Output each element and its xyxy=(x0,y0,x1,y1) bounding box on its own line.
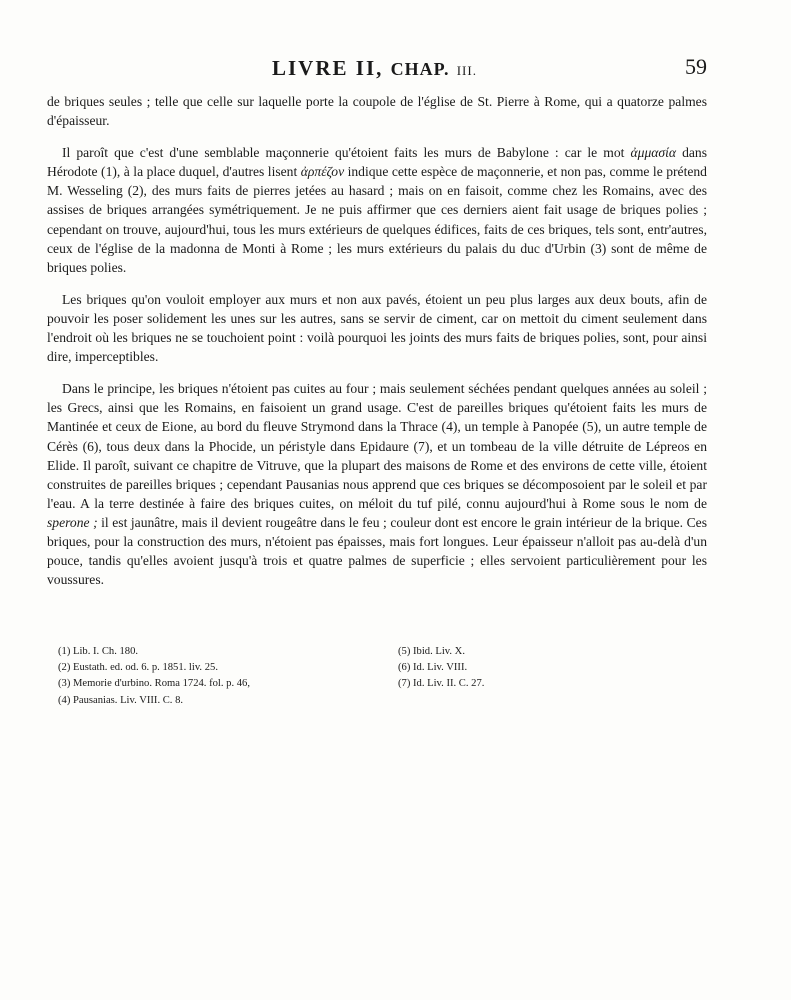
page-number: 59 xyxy=(685,54,707,79)
footnote-4: (4) Pausanias. Liv. VIII. C. 8. xyxy=(58,694,184,706)
paragraph-1: de briques seules ; telle que celle sur laquelle porte la coupole de l'église de St. Pierre à Rome, qui a quatorze palmes d'épaisseur. xyxy=(47,94,707,129)
greek-word-2: ἀρπέζον xyxy=(300,164,345,180)
running-head xyxy=(0,54,791,84)
footnote-3: (3) Memorie d'urbino. Roma 1724. fol. p. 46, xyxy=(58,678,250,690)
footnotes-left-column xyxy=(58,644,388,709)
paragraph-4-part-a: Dans le principe, les briques n'étoient pas cuites au four ; mais seulement séchées pendant quelques années au soleil ; les Grecs, ainsi que les Romains, en faisoient un grand usage. C'est de pareilles briques qu'étoient faits les murs de Mantinée et ceux de Eione, au bord du fleuve Strymond dans la Thrace (4), un temple à Panopée (5), un autre temple de Cérès (6), tous deux dans la Phocide, un péristyle dans Epidaure (7), et un tombeau de la ville détruite de Lépreos en Elide. Il paroît, suivant ce chapitre de Vitruve, que la plupart des maisons de Rome et des environs de cette ville, étoient construites de pareilles briques ; cependant Pausanias nous apprend que ces briques se décomposoient par le soleil et par l'eau. A la terre destinée à faire des briques cuites, on méloit du tuf pilé, connu aujourd'hui à Rome sous le nom de xyxy=(47,381,707,511)
chapter-number: III. xyxy=(456,63,477,78)
main-text xyxy=(47,92,707,602)
footnote-2: (2) Eustath. ed. od. 6. p. 1851. liv. 25. xyxy=(58,662,218,674)
greek-word-1: ἀμμασία xyxy=(630,145,677,161)
paragraph-2-part-a: Il paroît que c'est d'une semblable maçonnerie qu'étoient faits les murs de Babylone : car le mot xyxy=(62,145,625,161)
paragraph-2 xyxy=(47,143,707,277)
footnote-5: (5) Ibid. Liv. X. xyxy=(398,646,465,657)
footnote-1: (1) Lib. I. Ch. 180. xyxy=(58,646,139,657)
paragraph-2-part-b: dans Hérodote (1), à la place duquel, d'autres lisent xyxy=(47,145,708,180)
footnote-7: (7) Id. Liv. II. C. 27. xyxy=(398,678,485,690)
book-title: LIVRE II, xyxy=(272,56,384,80)
footnote-6: (6) Id. Liv. VIII. xyxy=(398,662,468,674)
chapter-label: CHAP. xyxy=(390,59,450,79)
paragraph-3: Les briques qu'on vouloit employer aux murs et non aux pavés, étoient un peu plus larges aux deux bouts, afin de pouvoir les poser solidement les unes sur les autres, sans se servir de ciment, car on mettoit du ciment seulement dans l'endroit où les briques ne se touchoient point : voilà pourquoi les joints des murs faits de briques polies, sont, pour ainsi dire, imperceptibles. xyxy=(47,291,707,365)
paragraph-2-part-c: indique cette espèce de maçonnerie, et non pas, comme le prétend M. Wesseling (2), des murs faits de pierres jetées au hasard ; mais on en faisoit, comme chez les Romains, avec des assises de briques arrangées symétriquement. Je ne puis affirmer que ces derniers aient fait usage de briques polies ; cependant on trouve, aujourd'hui, tous les murs extérieurs de quelques édifices, faits de ces briques, tels sont, entr'autres, ceux de l'église de la madonna de Monti à Rome ; les murs extérieurs du palais du duc d'Urbin (3) sont de même de briques polies. xyxy=(47,164,707,275)
italic-term: sperone ; xyxy=(47,514,98,530)
paragraph-4 xyxy=(47,379,707,589)
paragraph-4-part-b: il est jaunâtre, mais il devient rougeâtre dans le feu ; couleur dont est encore le grain intérieur de la brique. Ces briques, pour la construction des murs, n'étoient pas épaisses, mais fort longues. Leur épaisseur n'alloit pas au-delà d'un pouce, tandis qu'elles avoient jusqu'à trois et quatre palmes de superficie ; elles servoient particulièrement pour les voussures. xyxy=(47,514,707,588)
chapter-heading xyxy=(272,56,477,81)
footnotes-right-column xyxy=(398,644,658,693)
